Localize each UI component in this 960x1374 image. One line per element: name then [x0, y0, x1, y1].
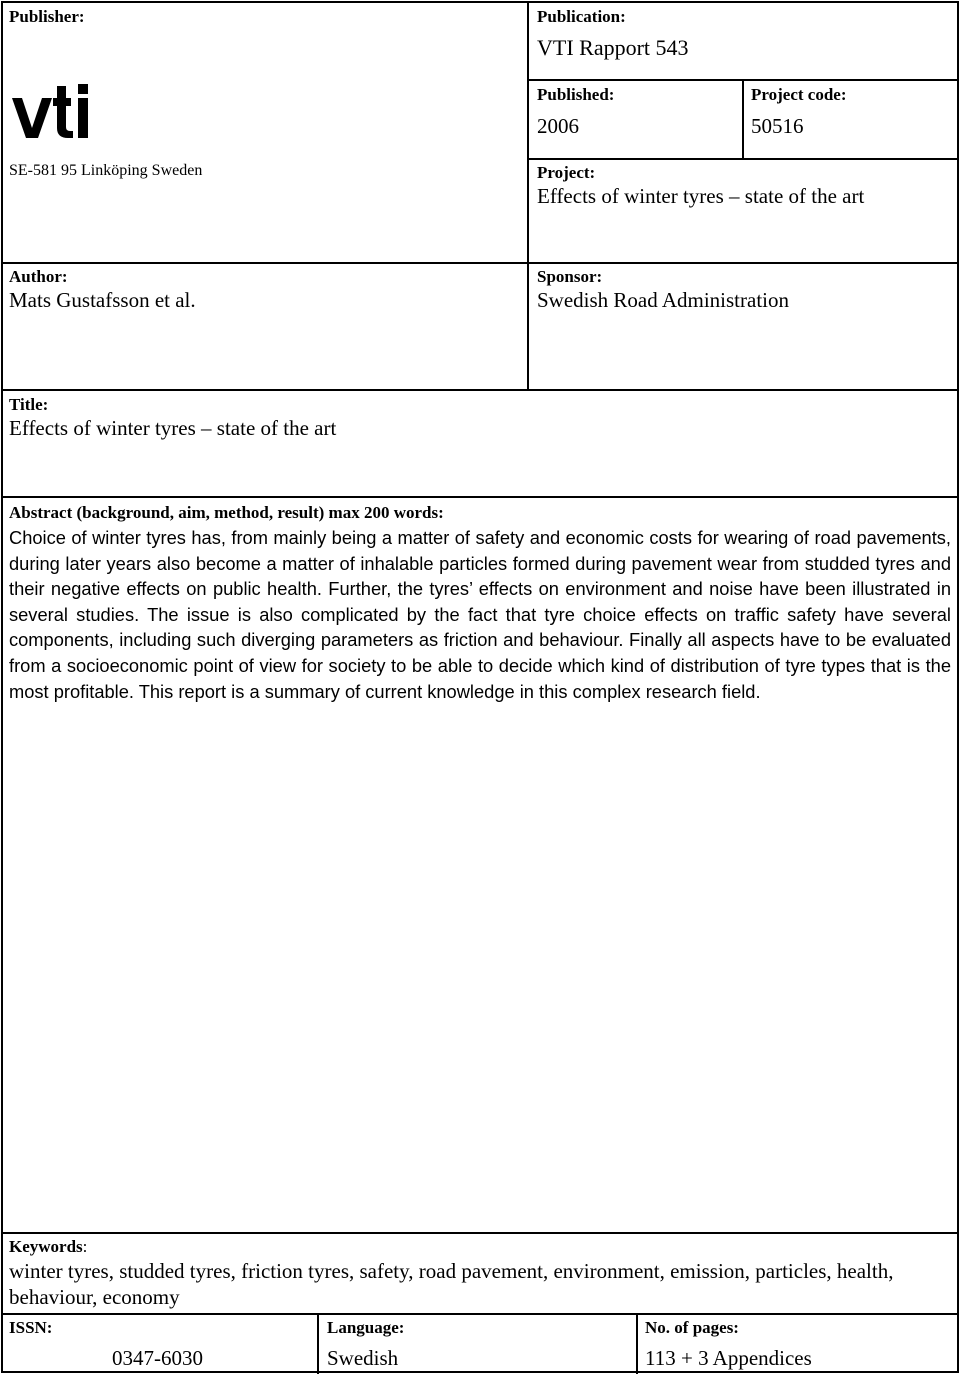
sponsor-label: Sponsor: — [537, 267, 603, 286]
project-value: Effects of winter tyres – state of the art — [537, 184, 865, 208]
divider-title — [1, 389, 959, 391]
language-label: Language: — [327, 1318, 405, 1337]
abstract-label: Abstract (background, aim, method, result) max 200 words: — [9, 503, 444, 522]
divider-code-col — [742, 79, 744, 159]
publication-value: VTI Rapport 543 — [537, 35, 689, 60]
keywords-label — [9, 1237, 87, 1257]
keywords-label-text: Keywords — [9, 1237, 83, 1256]
divider-pages-col — [636, 1313, 638, 1374]
project-label: Project: — [537, 163, 596, 182]
issn-label: ISSN: — [9, 1318, 53, 1337]
abstract-text: Choice of winter tyres has, from mainly being a matter of safety and economic costs for wearing of road pavements, during later years also become a matter of inhalable particles formed during pavement wear from studded tyres and their negative effects on public health. Further, the tyres’ effects on environment and noise have been illustrated in several studies. The issue is also complicated by the fact that tyre choice effects on traffic safety have several components, including such diverging parameters as friction and behaviour. Finally all aspects have to be evaluated from a socioeconomic point of view for society to be able to decide which kind of distribution of tyre types that is the most profitable. This report is a summary of current knowledge in this complex research field. — [9, 527, 951, 702]
pages-value: 113 + 3 Appendices — [645, 1346, 812, 1370]
project-code-value: 50516 — [751, 114, 804, 138]
published-label: Published: — [537, 85, 615, 104]
divider-issn — [1, 1313, 959, 1315]
divider-abstract — [1, 496, 959, 498]
keywords-value: winter tyres, studded tyres, friction tyres, safety, road pavement, environment, emission, particles, health, behaviour, economy — [9, 1259, 894, 1309]
publisher-label: Publisher: — [9, 7, 85, 26]
divider-published — [529, 79, 959, 81]
publication-label: Publication: — [537, 7, 626, 26]
divider-author-col — [527, 262, 529, 390]
divider-keywords — [1, 1232, 959, 1234]
title-label: Title: — [9, 395, 49, 414]
title-value: Effects of winter tyres – state of the art — [9, 416, 337, 440]
divider-project — [529, 158, 959, 160]
issn-value: 0347-6030 — [112, 1346, 203, 1370]
keywords-colon: : — [82, 1237, 88, 1256]
published-value: 2006 — [537, 114, 579, 138]
divider-author — [1, 262, 959, 264]
divider-publisher-col — [527, 1, 529, 263]
language-value: Swedish — [327, 1346, 399, 1370]
project-code-label: Project code: — [751, 85, 847, 104]
pages-label: No. of pages: — [645, 1318, 739, 1337]
author-value: Mats Gustafsson et al. — [9, 288, 196, 312]
vti-logo — [10, 80, 100, 147]
author-label: Author: — [9, 267, 68, 286]
divider-language-col — [317, 1313, 319, 1374]
publisher-address: SE-581 95 Linköping Sweden — [9, 162, 203, 179]
sponsor-value: Swedish Road Administration — [537, 288, 789, 312]
